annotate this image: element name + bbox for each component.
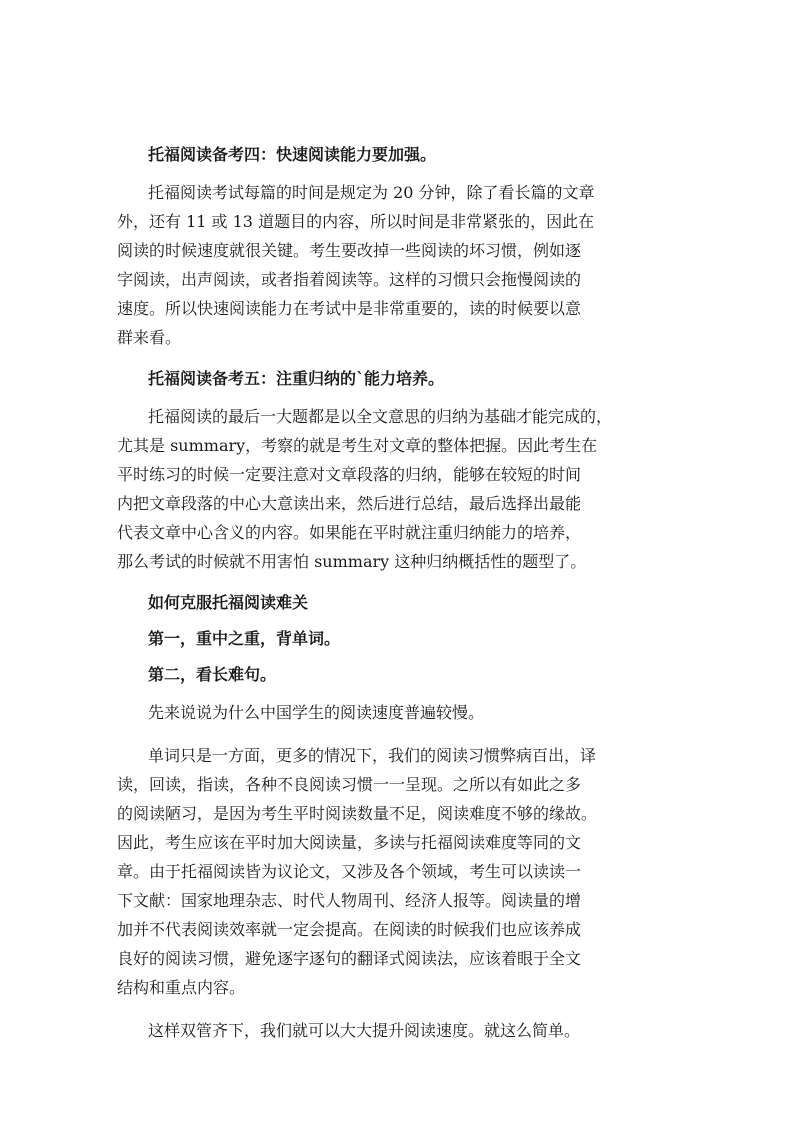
paragraph-line: 下文献：国家地理杂志、时代人物周刊、经济人报等。阅读量的增 (117, 891, 582, 910)
paragraph-line: 速度。所以快速阅读能力在考试中是非常重要的，读的时候要以意 (117, 299, 582, 318)
document-content (117, 142, 677, 1059)
paragraph-line: 外，还有 11 或 13 道题目的内容，所以时间是非常紧张的，因此在 (117, 212, 595, 231)
conclusion-paragraph (117, 1016, 677, 1045)
section-heading-4: 托福阅读备考四：快速阅读能力要加强。 (148, 145, 437, 164)
intro-paragraph (117, 698, 677, 727)
paragraph-line: 群来看。 (117, 328, 182, 347)
paragraph-line: 字阅读，出声阅读，或者指着阅读等。这样的习惯只会拖慢阅读的 (117, 270, 582, 289)
body-paragraph (117, 741, 677, 1002)
section-5-paragraph (117, 402, 677, 576)
paragraph-line: 章。由于托福阅读皆为议论文，又涉及各个领域，考生可以读读一 (117, 862, 582, 881)
paragraph-line: 加并不代表阅读效率就一定会提高。在阅读的时候我们也应该养成 (117, 920, 582, 939)
section-heading-5: 托福阅读备考五：注重归纳的`能力培养。 (148, 369, 445, 388)
paragraph-line: 托福阅读考试每篇的时间是规定为 20 分钟，除了看长篇的文章 (148, 183, 595, 202)
paragraph-line: 内把文章段落的中心大意读出来，然后进行总结，最后选择出最能 (117, 494, 582, 513)
paragraph-line: 阅读的时候速度就很关键。考生要改掉一些阅读的坏习惯，例如逐 (117, 241, 582, 260)
point-two: 第二，看长难句。 (148, 665, 277, 684)
paragraph-line: 因此，考生应该在平时加大阅读量，多读与托福阅读难度等同的文 (117, 833, 582, 852)
paragraph-line: 先来说说为什么中国学生的阅读速度普遍较慢。 (148, 703, 485, 722)
paragraph-line: 平时练习的时候一定要注意对文章段落的归纳，能够在较短的时间 (117, 465, 582, 484)
paragraph-line: 单词只是一方面，更多的情况下，我们的阅读习惯弊病百出，译 (148, 746, 597, 765)
paragraph-line: 这样双管齐下，我们就可以大大提升阅读速度。就这么简单。 (148, 1021, 581, 1040)
paragraph-line: 良好的阅读习惯，避免逐字逐句的翻译式阅读法，应该着眼于全文 (117, 949, 582, 968)
point-one: 第一，重中之重，背单词。 (148, 629, 341, 648)
paragraph-line: 尤其是 summary，考察的就是考生对文章的整体把握。因此考生在 (117, 436, 598, 455)
paragraph-line: 那么考试的时候就不用害怕 summary 这种归纳概括性的题型了。 (117, 552, 587, 571)
section-4-paragraph (117, 178, 677, 352)
paragraph-line: 代表文章中心含义的内容。如果能在平时就注重归纳能力的培养， (117, 523, 582, 542)
paragraph-line: 托福阅读的最后一大题都是以全文意思的归纳为基础才能完成的， (148, 407, 613, 426)
paragraph-line: 的阅读陋习，是因为考生平时阅读数量不足，阅读难度不够的缘故。 (117, 804, 598, 823)
section-title-overcome: 如何克服托福阅读难关 (148, 593, 309, 612)
paragraph-line: 读，回读，指读，各种不良阅读习惯一一呈现。之所以有如此之多 (117, 775, 582, 794)
paragraph-line: 结构和重点内容。 (117, 978, 246, 997)
